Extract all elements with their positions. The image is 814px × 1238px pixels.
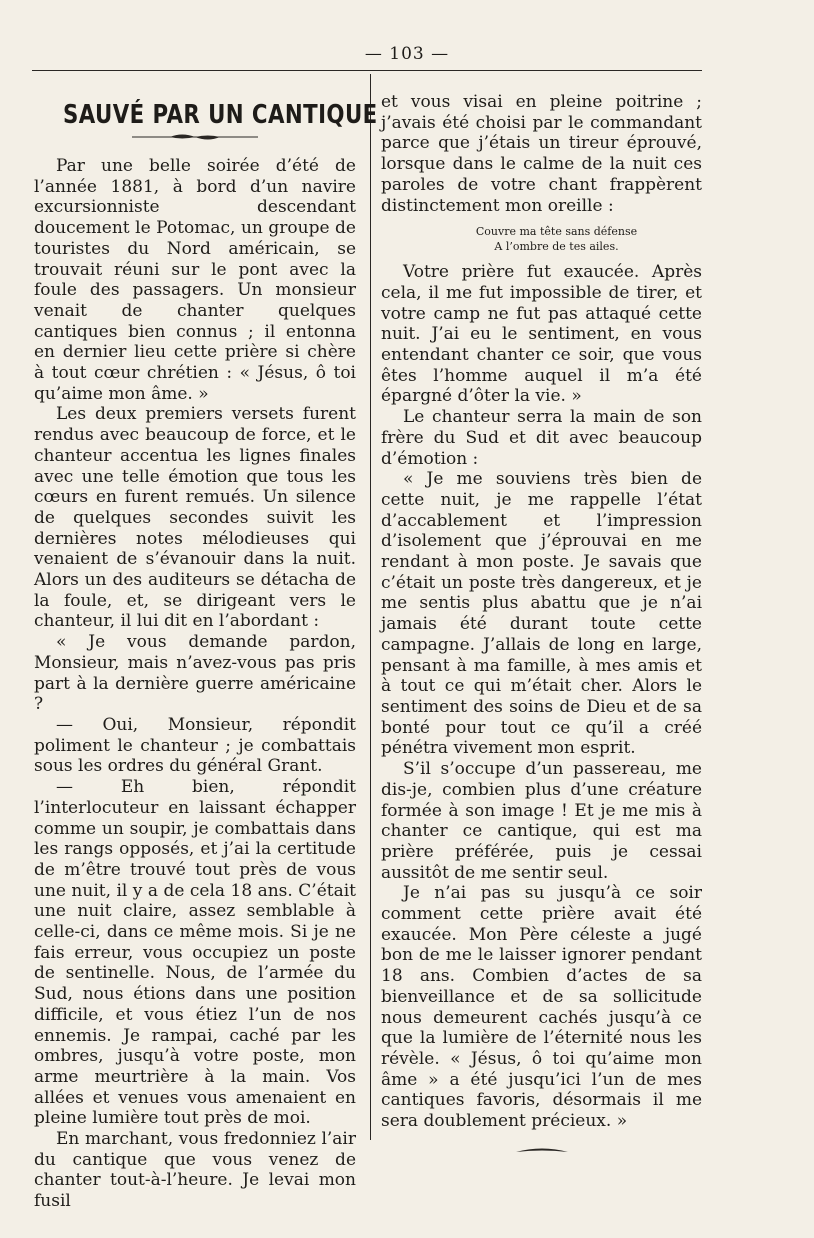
paragraph: « Je me souviens très bien de cette nuit, je me rappelle l’état d’accablement et l’impression d’isolement que j’éprouvai en me rendant à mon poste. Je savais que c’était un poste très dangereux, et je me sentis plus abattu que je n’ai jamais été durant toute cette campagne. J’allais de long en large, pensant à ma famille, à mes amis et à tout ce qui m’était cher. Alors le sentiment des soins de Dieu et de sa bonté pour tout ce qu’il a créé pénétra vivement mon esprit. <box>381 469 702 759</box>
paragraph: — Eh bien, répondit l’interlocuteur en laissant échapper comme un soupir, je combattais dans les rangs opposés, et j’ai la certitude de m’être trouvé tout près de vous une nuit, il y a de cela 18 ans. C’était une nuit claire, assez semblable à celle-ci, dans ce même mois. Si je ne fais erreur, vous occupiez un poste de sentinelle. Nous, de l’armée du Sud, nous étions dans une position difficile, et vous étiez l’un de nos ennemis. Je rampai, caché par les ombres, jusqu’à votre poste, mon arme meurtrière à la main. Vos allées et venues vous amenaient en pleine lumière tout près de moi. <box>34 777 356 1129</box>
page-number: — 103 — <box>364 44 450 64</box>
paragraph: En marchant, vous fredonniez l’air du cantique que vous venez de chanter tout-à-l’heure. Je levai mon fusil <box>34 1129 356 1212</box>
paragraph: « Je vous demande pardon, Monsieur, mais n’avez-vous pas pris part à la dernière guerre américaine ? <box>34 632 356 715</box>
column-divider <box>370 74 371 1140</box>
title-ornament-icon <box>130 132 260 142</box>
paragraph: Je n’ai pas su jusqu’à ce soir comment cette prière avait été exaucée. Mon Père céleste a jugé bon de me le laisser ignorer pendant 18 ans. Combien d’actes de sa bienveillance et de sa sollicitude nous demeurent cachés jusqu’à ce que la lumière de l’éternité nous les révèle. « Jésus, ô toi qu’aime mon âme » a été jusqu’ici l’un de mes cantiques favoris, désormais il me sera doublement précieux. » <box>381 883 702 1132</box>
right-column <box>381 92 702 1156</box>
verse-line: Couvre ma tête sans défense <box>475 225 638 239</box>
article-title: SAUVÉ PAR UN CANTIQUE <box>62 100 378 130</box>
paragraph: Votre prière fut exaucée. Après cela, il me fut impossible de tirer, et votre camp ne fut pas attaqué cette nuit. J’ai eu le sentiment, en vous entendant chanter ce soir, que vous êtes l’homme auquel il m’a été épargné d’ôter la vie. » <box>381 262 702 407</box>
paragraph: Par une belle soirée d’été de l’année 1881, à bord d’un navire excursionniste descendant doucement le Potomac, un groupe de touristes du Nord américain, se trouvait réuni sur le pont avec la foule des passagers. Un monsieur venait de chanter quelques cantiques bien connus ; il entonna en dernier lieu cette prière si chère à tout cœur chrétien : « Jésus, ô toi qu’aime mon âme. » <box>34 156 356 404</box>
header-rule <box>32 70 702 71</box>
paragraph: S’il s’occupe d’un passereau, me dis-je, combien plus d’une créature formée à son image ! Et je me mis à chanter ce cantique, qui est ma prière préférée, puis je cessai aussitôt de me sentir seul. <box>381 759 702 883</box>
end-ornament-icon <box>512 1146 572 1156</box>
verse-line: A l’ombre de tes ailes. <box>494 240 619 254</box>
paragraph: et vous visai en pleine poitrine ; j’avais été choisi par le commandant parce que j’étais un tireur éprouvé, lorsque dans le calme de la nuit ces paroles de votre chant frappèrent distinctement mon oreille : <box>381 92 702 216</box>
verse-quote <box>381 224 702 254</box>
left-column <box>34 86 378 1212</box>
paragraph: Le chanteur serra la main de son frère du Sud et dit avec beaucoup d’émotion : <box>381 407 702 469</box>
paragraph: Les deux premiers versets furent rendus avec beaucoup de force, et le chanteur accentua les lignes finales avec une telle émotion que tous les cœurs en furent remués. Un silence de quelques secondes suivit les dernières notes mélodieuses qui venaient de s’évanouir dans la nuit. Alors un des auditeurs se détacha de la foule, et, se dirigeant vers le chanteur, il lui dit en l’abordant : <box>34 404 356 632</box>
paragraph: — Oui, Monsieur, répondit poliment le chanteur ; je combattais sous les ordres du général Grant. <box>34 714 356 777</box>
